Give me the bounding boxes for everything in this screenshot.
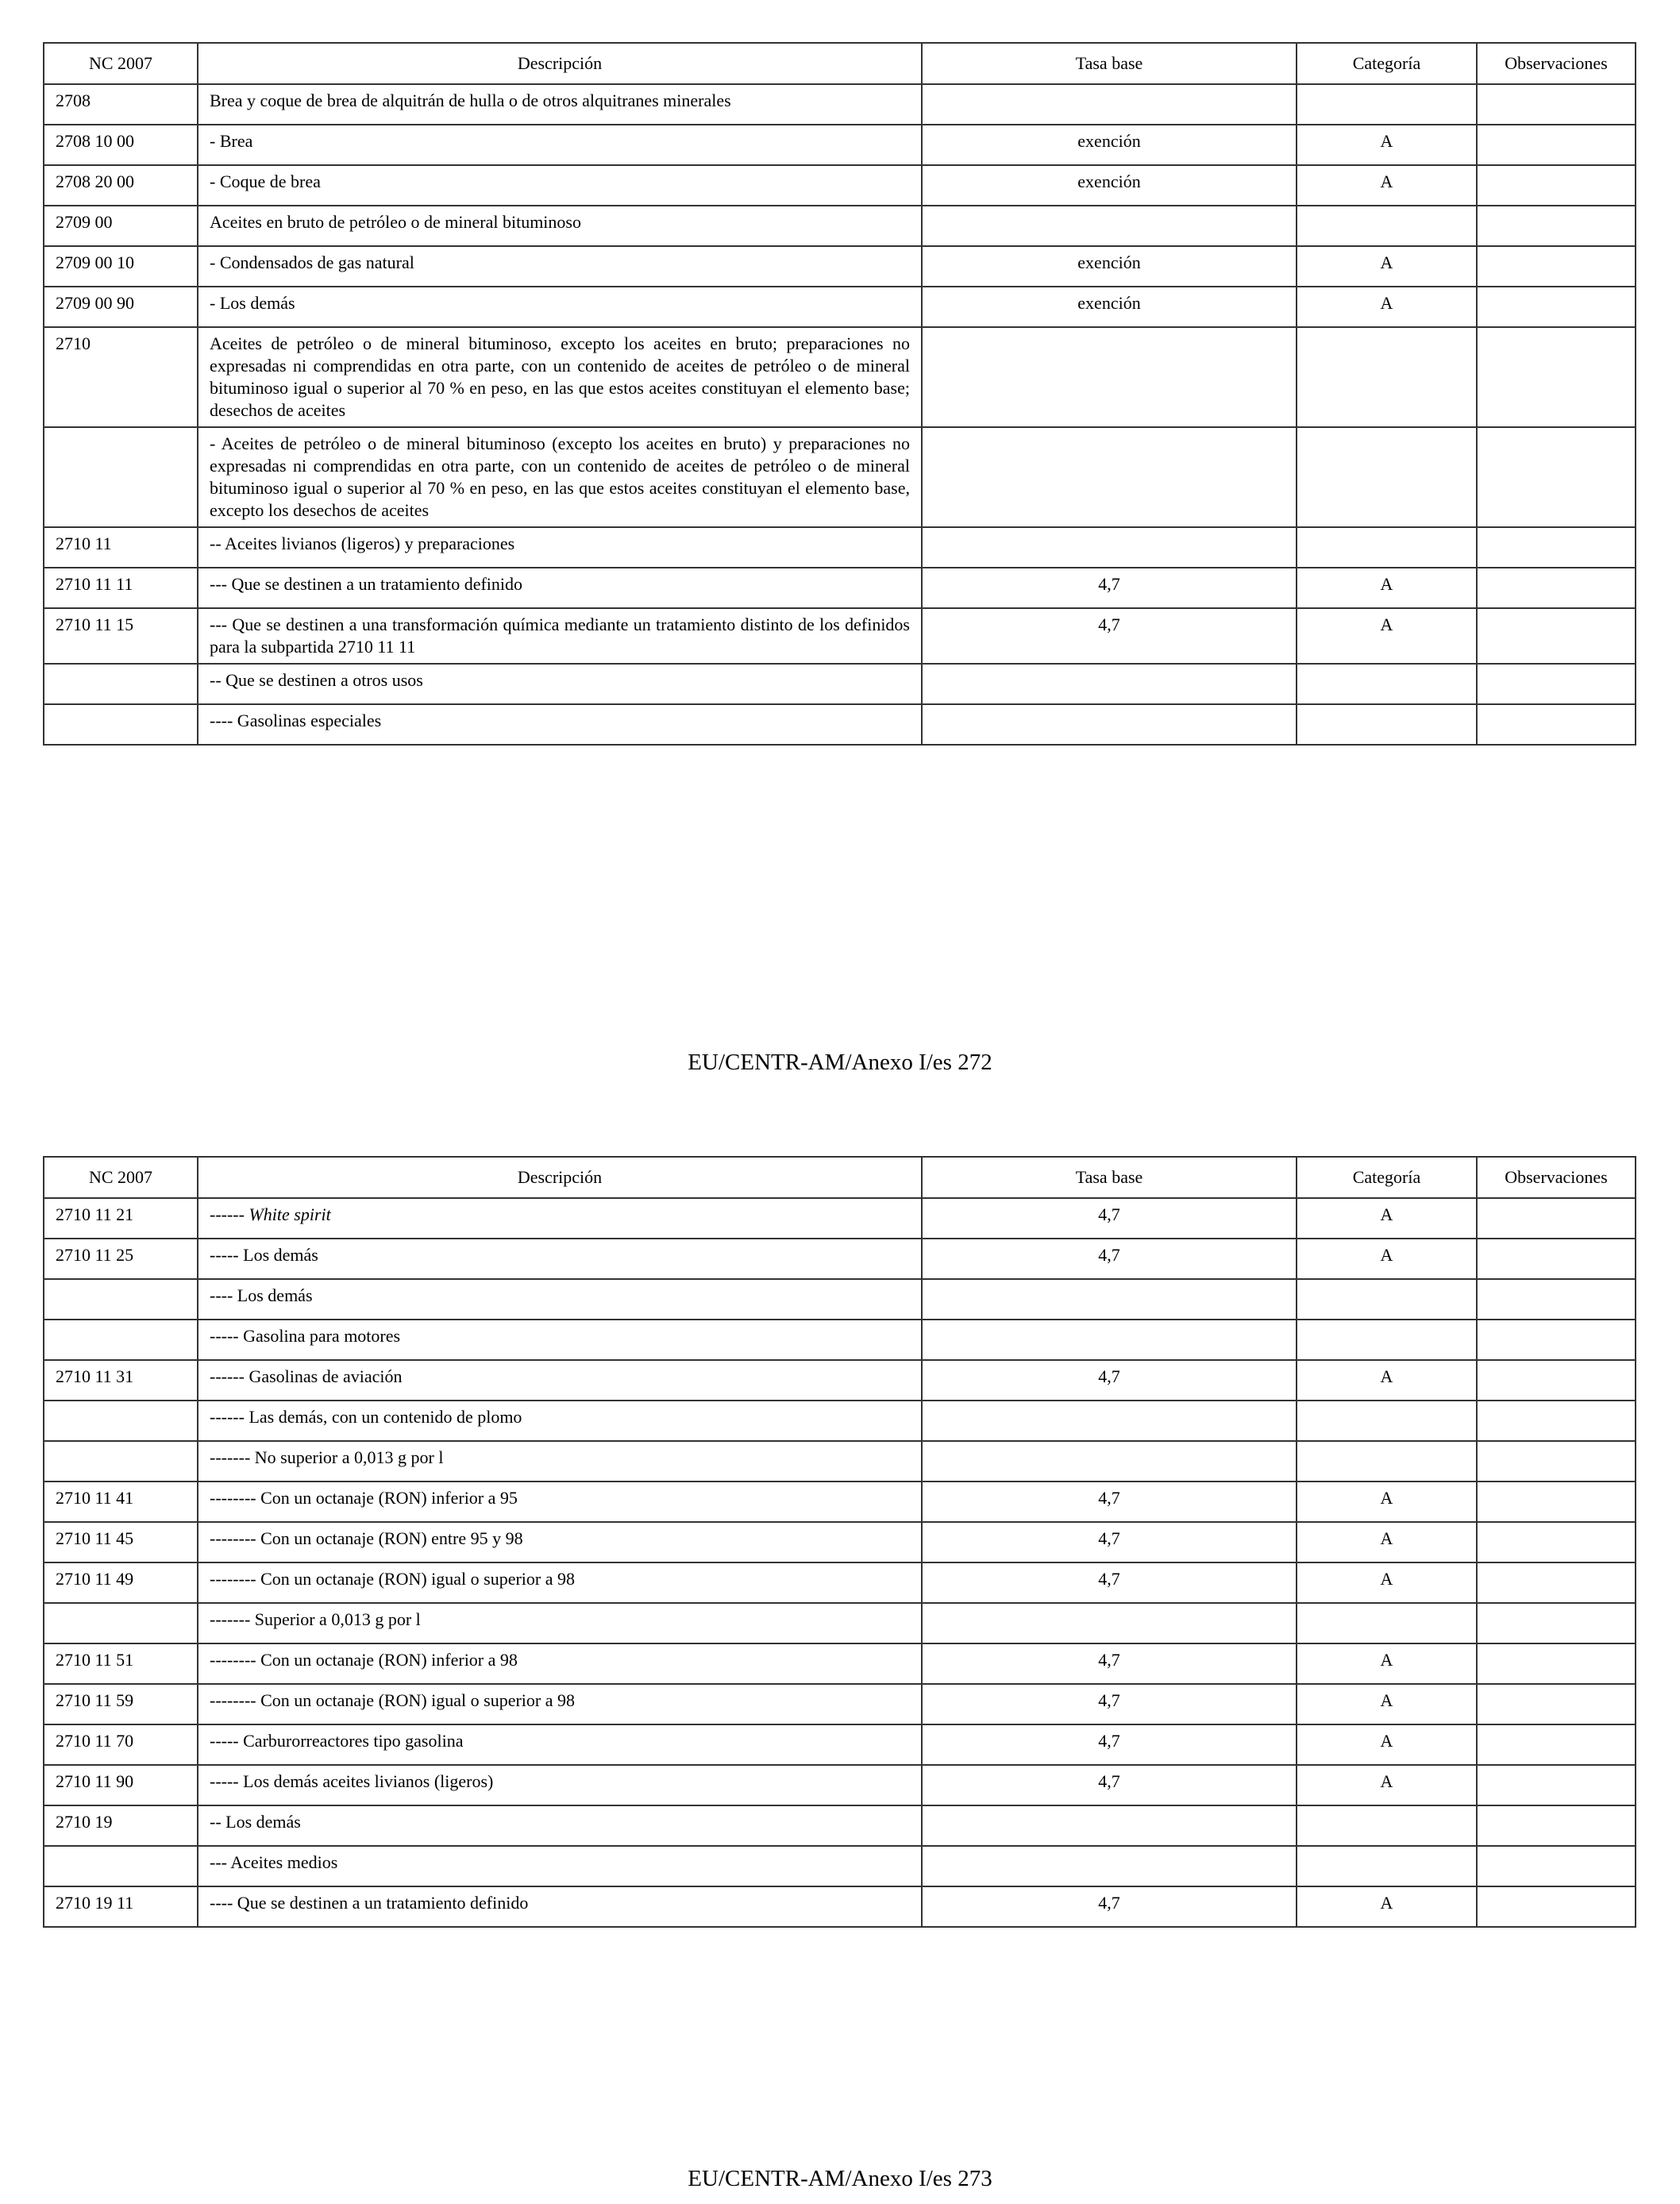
cell-nc-code: 2710 11 21: [44, 1198, 198, 1239]
cell-descripcion: --- Que se destinen a una transformación química mediante un tratamiento distinto de los definidos para la subpartida 2710 11 11: [198, 608, 922, 664]
cell-nc-code: 2708 10 00: [44, 125, 198, 165]
cell-tasa-base: 4,7: [922, 1562, 1297, 1603]
cell-observaciones: [1477, 1441, 1636, 1482]
cell-observaciones: [1477, 1603, 1636, 1643]
table-row: [44, 1239, 1636, 1279]
cell-nc-code: 2710: [44, 327, 198, 427]
cell-tasa-base: [922, 1805, 1297, 1846]
cell-tasa-base: [922, 1603, 1297, 1643]
cell-categoria: A: [1297, 1239, 1477, 1279]
header-nc: NC 2007: [44, 1157, 198, 1198]
cell-tasa-base: 4,7: [922, 1886, 1297, 1927]
cell-observaciones: [1477, 1198, 1636, 1239]
cell-descripcion: -------- Con un octanaje (RON) igual o superior a 98: [198, 1562, 922, 1603]
cell-descripcion: Aceites en bruto de petróleo o de mineral bituminoso: [198, 206, 922, 246]
cell-observaciones: [1477, 1846, 1636, 1886]
cell-observaciones: [1477, 1522, 1636, 1562]
table-row: [44, 1684, 1636, 1724]
cell-nc-code: [44, 704, 198, 745]
table-row: [44, 1805, 1636, 1846]
cell-descripcion: ---- Que se destinen a un tratamiento definido: [198, 1886, 922, 1927]
cell-categoria: A: [1297, 608, 1477, 664]
cell-observaciones: [1477, 125, 1636, 165]
cell-observaciones: [1477, 1279, 1636, 1320]
cell-tasa-base: [922, 206, 1297, 246]
table-row: [44, 1522, 1636, 1562]
cell-tasa-base: exención: [922, 165, 1297, 206]
table-row: [44, 427, 1636, 527]
cell-descripcion: ----- Carburorreactores tipo gasolina: [198, 1724, 922, 1765]
cell-categoria: [1297, 664, 1477, 704]
cell-categoria: A: [1297, 1765, 1477, 1805]
cell-nc-code: 2710 11 15: [44, 608, 198, 664]
cell-nc-code: 2708 20 00: [44, 165, 198, 206]
cell-tasa-base: 4,7: [922, 1198, 1297, 1239]
tariff-table-page-272: [43, 42, 1636, 746]
cell-categoria: A: [1297, 125, 1477, 165]
table-row: [44, 1765, 1636, 1805]
table-row: [44, 1320, 1636, 1360]
cell-categoria: [1297, 1320, 1477, 1360]
cell-tasa-base: [922, 1279, 1297, 1320]
descripcion-prefix: ------: [210, 1204, 249, 1224]
cell-observaciones: [1477, 664, 1636, 704]
table-row: [44, 165, 1636, 206]
cell-descripcion: - Los demás: [198, 287, 922, 327]
cell-observaciones: [1477, 287, 1636, 327]
table-body: [44, 1198, 1636, 1927]
cell-tasa-base: exención: [922, 125, 1297, 165]
cell-categoria: [1297, 704, 1477, 745]
cell-nc-code: [44, 1846, 198, 1886]
cell-nc-code: 2710 11 90: [44, 1765, 198, 1805]
cell-tasa-base: [922, 704, 1297, 745]
cell-descripcion: - Condensados de gas natural: [198, 246, 922, 287]
header-tasa-base: Tasa base: [922, 1157, 1297, 1198]
cell-nc-code: [44, 1603, 198, 1643]
table-row: [44, 1846, 1636, 1886]
cell-nc-code: 2710 11 59: [44, 1684, 198, 1724]
cell-descripcion: -- Que se destinen a otros usos: [198, 664, 922, 704]
cell-nc-code: [44, 1279, 198, 1320]
cell-observaciones: [1477, 1724, 1636, 1765]
cell-descripcion: ------ Gasolinas de aviación: [198, 1360, 922, 1401]
table-row: [44, 206, 1636, 246]
cell-tasa-base: 4,7: [922, 1643, 1297, 1684]
cell-tasa-base: 4,7: [922, 568, 1297, 608]
cell-tasa-base: 4,7: [922, 608, 1297, 664]
cell-nc-code: 2710 19 11: [44, 1886, 198, 1927]
cell-categoria: [1297, 1401, 1477, 1441]
cell-descripcion: -------- Con un octanaje (RON) igual o superior a 98: [198, 1684, 922, 1724]
cell-categoria: A: [1297, 287, 1477, 327]
cell-descripcion: ---- Gasolinas especiales: [198, 704, 922, 745]
cell-categoria: A: [1297, 568, 1477, 608]
cell-categoria: A: [1297, 1522, 1477, 1562]
cell-nc-code: 2710 11 49: [44, 1562, 198, 1603]
cell-tasa-base: [922, 1401, 1297, 1441]
cell-tasa-base: [922, 1320, 1297, 1360]
cell-observaciones: [1477, 427, 1636, 527]
cell-nc-code: [44, 427, 198, 527]
table-row: [44, 1441, 1636, 1482]
cell-categoria: [1297, 1279, 1477, 1320]
cell-descripcion: Brea y coque de brea de alquitrán de hulla o de otros alquitranes minerales: [198, 84, 922, 125]
cell-nc-code: [44, 1441, 198, 1482]
page-footer: EU/CENTR-AM/Anexo I/es 272: [688, 1050, 992, 1075]
cell-nc-code: 2710 19: [44, 1805, 198, 1846]
table-row: [44, 1603, 1636, 1643]
header-tasa-base: Tasa base: [922, 43, 1297, 84]
table-header-row: [44, 43, 1636, 84]
cell-descripcion: ---- Los demás: [198, 1279, 922, 1320]
cell-categoria: A: [1297, 1360, 1477, 1401]
cell-tasa-base: [922, 84, 1297, 125]
header-descripcion: Descripción: [198, 1157, 922, 1198]
cell-tasa-base: 4,7: [922, 1724, 1297, 1765]
table-row: [44, 1279, 1636, 1320]
cell-observaciones: [1477, 327, 1636, 427]
table-row: [44, 1360, 1636, 1401]
cell-descripcion: -- Los demás: [198, 1805, 922, 1846]
cell-observaciones: [1477, 165, 1636, 206]
table-row: [44, 704, 1636, 745]
cell-nc-code: 2710 11 25: [44, 1239, 198, 1279]
cell-observaciones: [1477, 246, 1636, 287]
cell-tasa-base: [922, 1441, 1297, 1482]
cell-descripcion: -- Aceites livianos (ligeros) y preparaciones: [198, 527, 922, 568]
cell-observaciones: [1477, 1684, 1636, 1724]
cell-categoria: A: [1297, 1562, 1477, 1603]
cell-descripcion: ------ Las demás, con un contenido de plomo: [198, 1401, 922, 1441]
cell-categoria: [1297, 84, 1477, 125]
cell-descripcion: [198, 1198, 922, 1239]
descripcion-italic: White spirit: [249, 1204, 331, 1224]
cell-nc-code: [44, 664, 198, 704]
cell-nc-code: 2710 11 41: [44, 1482, 198, 1522]
tariff-table-page-273: [43, 1156, 1636, 1928]
cell-categoria: [1297, 527, 1477, 568]
cell-descripcion: - Aceites de petróleo o de mineral bituminoso (excepto los aceites en bruto) y preparaciones no expresadas ni comprendidas en otra parte, con un contenido de aceites de petróleo o de mineral bituminoso igual o superior al 70 % en peso, en las que estos aceites constituyan el elemento base, excepto los desechos de aceites: [198, 427, 922, 527]
cell-nc-code: 2710 11 31: [44, 1360, 198, 1401]
table-row: [44, 327, 1636, 427]
table-row: [44, 1401, 1636, 1441]
cell-categoria: A: [1297, 1482, 1477, 1522]
cell-descripcion: -------- Con un octanaje (RON) entre 95 y 98: [198, 1522, 922, 1562]
cell-observaciones: [1477, 704, 1636, 745]
cell-observaciones: [1477, 527, 1636, 568]
cell-tasa-base: [922, 1846, 1297, 1886]
table-row: [44, 568, 1636, 608]
cell-descripcion: -------- Con un octanaje (RON) inferior a 98: [198, 1643, 922, 1684]
table-row: [44, 1482, 1636, 1522]
cell-categoria: A: [1297, 165, 1477, 206]
header-descripcion: Descripción: [198, 43, 922, 84]
cell-observaciones: [1477, 1562, 1636, 1603]
table-row: [44, 1198, 1636, 1239]
cell-observaciones: [1477, 1320, 1636, 1360]
cell-tasa-base: exención: [922, 287, 1297, 327]
cell-observaciones: [1477, 568, 1636, 608]
cell-nc-code: [44, 1320, 198, 1360]
cell-tasa-base: 4,7: [922, 1360, 1297, 1401]
cell-descripcion: ----- Los demás aceites livianos (ligeros): [198, 1765, 922, 1805]
table-row: [44, 125, 1636, 165]
cell-tasa-base: exención: [922, 246, 1297, 287]
cell-tasa-base: 4,7: [922, 1239, 1297, 1279]
cell-nc-code: 2709 00 90: [44, 287, 198, 327]
cell-categoria: [1297, 327, 1477, 427]
cell-descripcion: Aceites de petróleo o de mineral bituminoso, excepto los aceites en bruto; preparaciones no expresadas ni comprendidas en otra parte, con un contenido de aceites de petróleo o de mineral bituminoso igual o superior al 70 % en peso, en las que estos aceites constituyan el elemento base; desechos de aceites: [198, 327, 922, 427]
cell-tasa-base: [922, 427, 1297, 527]
cell-observaciones: [1477, 206, 1636, 246]
cell-categoria: A: [1297, 246, 1477, 287]
header-categoria: Categoría: [1297, 43, 1477, 84]
cell-categoria: [1297, 1441, 1477, 1482]
cell-nc-code: 2708: [44, 84, 198, 125]
cell-observaciones: [1477, 1643, 1636, 1684]
header-observaciones: Observaciones: [1477, 1157, 1636, 1198]
table-row: [44, 664, 1636, 704]
cell-nc-code: 2710 11: [44, 527, 198, 568]
table-row: [44, 1562, 1636, 1603]
cell-descripcion: --- Aceites medios: [198, 1846, 922, 1886]
cell-categoria: A: [1297, 1643, 1477, 1684]
cell-categoria: [1297, 1846, 1477, 1886]
cell-categoria: [1297, 1805, 1477, 1846]
cell-descripcion: - Coque de brea: [198, 165, 922, 206]
cell-categoria: A: [1297, 1198, 1477, 1239]
cell-tasa-base: [922, 327, 1297, 427]
page-footer: EU/CENTR-AM/Anexo I/es 273: [688, 2166, 992, 2191]
cell-nc-code: 2709 00 10: [44, 246, 198, 287]
cell-tasa-base: [922, 664, 1297, 704]
cell-observaciones: [1477, 608, 1636, 664]
header-nc: NC 2007: [44, 43, 198, 84]
table-row: [44, 527, 1636, 568]
cell-nc-code: 2709 00: [44, 206, 198, 246]
table-row: [44, 1886, 1636, 1927]
cell-observaciones: [1477, 1239, 1636, 1279]
table-body: [44, 84, 1636, 745]
table-row: [44, 608, 1636, 664]
table-row: [44, 84, 1636, 125]
cell-categoria: [1297, 1603, 1477, 1643]
cell-observaciones: [1477, 1482, 1636, 1522]
cell-observaciones: [1477, 1805, 1636, 1846]
cell-descripcion: - Brea: [198, 125, 922, 165]
cell-categoria: A: [1297, 1724, 1477, 1765]
cell-tasa-base: 4,7: [922, 1765, 1297, 1805]
cell-descripcion: ------- No superior a 0,013 g por l: [198, 1441, 922, 1482]
cell-categoria: A: [1297, 1684, 1477, 1724]
cell-nc-code: 2710 11 51: [44, 1643, 198, 1684]
cell-nc-code: 2710 11 11: [44, 568, 198, 608]
cell-tasa-base: [922, 527, 1297, 568]
cell-descripcion: --- Que se destinen a un tratamiento definido: [198, 568, 922, 608]
cell-categoria: [1297, 427, 1477, 527]
header-observaciones: Observaciones: [1477, 43, 1636, 84]
cell-categoria: [1297, 206, 1477, 246]
cell-categoria: A: [1297, 1886, 1477, 1927]
table-row: [44, 246, 1636, 287]
cell-tasa-base: 4,7: [922, 1684, 1297, 1724]
table-row: [44, 1724, 1636, 1765]
cell-tasa-base: 4,7: [922, 1482, 1297, 1522]
cell-nc-code: 2710 11 70: [44, 1724, 198, 1765]
cell-observaciones: [1477, 1401, 1636, 1441]
cell-observaciones: [1477, 1765, 1636, 1805]
table-row: [44, 1643, 1636, 1684]
cell-descripcion: ----- Gasolina para motores: [198, 1320, 922, 1360]
cell-descripcion: ------- Superior a 0,013 g por l: [198, 1603, 922, 1643]
cell-observaciones: [1477, 84, 1636, 125]
table-row: [44, 287, 1636, 327]
cell-tasa-base: 4,7: [922, 1522, 1297, 1562]
cell-nc-code: 2710 11 45: [44, 1522, 198, 1562]
table-header-row: [44, 1157, 1636, 1198]
cell-descripcion: ----- Los demás: [198, 1239, 922, 1279]
cell-observaciones: [1477, 1360, 1636, 1401]
cell-observaciones: [1477, 1886, 1636, 1927]
header-categoria: Categoría: [1297, 1157, 1477, 1198]
cell-descripcion: -------- Con un octanaje (RON) inferior a 95: [198, 1482, 922, 1522]
cell-nc-code: [44, 1401, 198, 1441]
